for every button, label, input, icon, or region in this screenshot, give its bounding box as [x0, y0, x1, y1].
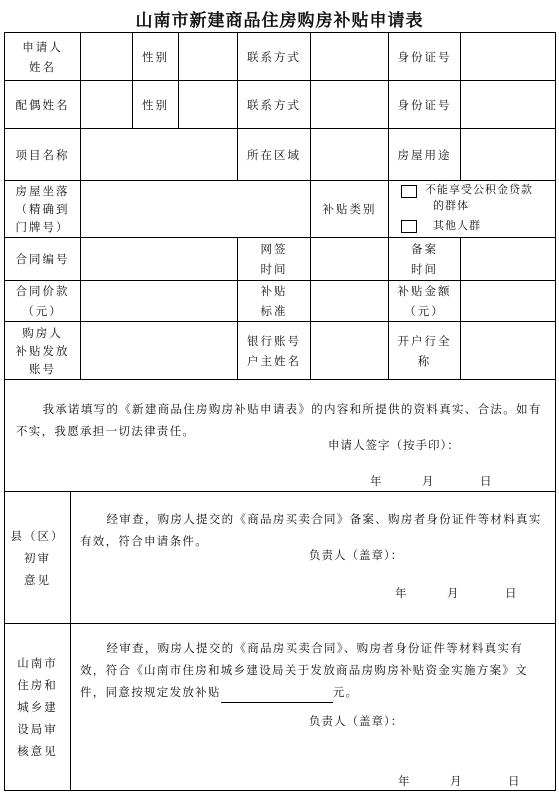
city-date: 年 月 日 [398, 774, 521, 788]
option2-label: 其他人群 [433, 219, 481, 232]
col-divider [460, 237, 461, 379]
col-divider [70, 491, 71, 791]
subsidy-type-label: 补贴类别 [322, 202, 377, 216]
spouse-id-label: 身份证号 [397, 97, 452, 112]
contract-number-label: 合同编号 [15, 252, 70, 266]
declaration-text: 我承诺填写的《新建商品住房购房补贴申请表》的内容和所提供的资料真实、合法。如有不实，我愿承担一切法律责任。 [16, 402, 542, 438]
subsidy-standard-label: 补贴 标准 [260, 284, 288, 318]
row-divider [4, 180, 556, 181]
district-label: 所在区域 [247, 147, 301, 162]
spouse-gender-label: 性别 [142, 97, 169, 112]
county-responsible-label: 负责人（盖章）： [309, 548, 404, 562]
col-divider [460, 128, 461, 180]
house-location-label: 房屋坐落 （精确到 门牌号） [15, 184, 70, 234]
bank-name-label: 开户行全 称 [397, 333, 452, 368]
applicant-gender-label: 性别 [142, 49, 169, 64]
col-divider [310, 32, 311, 128]
applicant-signature-label: 申请人签字（按手印）： [328, 438, 460, 452]
house-usage-label: 房屋用途 [397, 147, 452, 162]
spouse-phone-label: 联系方式 [247, 97, 301, 112]
county-review-text: 经审查，购房人提交的《商品房买卖合同》备案、购房者身份证件等材料真实有效，符合申请条件。 [80, 512, 542, 548]
subsidy-amount-blank[interactable] [221, 689, 333, 703]
declaration-date: 年 月 日 [370, 474, 493, 488]
col-divider [80, 180, 81, 237]
col-divider [310, 237, 311, 379]
form-title: 山南市新建商品住房购房补贴申请表 [135, 11, 424, 31]
row-divider [4, 379, 556, 380]
applicant-phone-label: 联系方式 [247, 49, 301, 64]
table-border-bottom [4, 790, 556, 791]
applicant-name-label: 申请人 姓名 [22, 39, 63, 74]
application-form-table [4, 32, 556, 791]
option2-checkbox[interactable] [401, 220, 417, 233]
option1-checkbox[interactable] [401, 185, 417, 198]
city-review-text: 经审查，购房人提交的《商品房买卖合同》、购房者身份证件等材料真实有效，符合《山南市住房和城乡建设局关于发放商品房购房补贴资金实施方案》文件，同意按规定发放补贴 元。 [80, 637, 546, 703]
row-divider [4, 491, 556, 492]
col-divider [178, 32, 179, 128]
row-divider [4, 623, 556, 624]
city-review-label: 山南市 住房和 城乡建 设局审 核意见 [17, 656, 58, 758]
payout-account-label: 购房人 补贴发放 账号 [15, 325, 70, 376]
table-border-right [555, 32, 556, 791]
applicant-id-label: 身份证号 [397, 49, 452, 64]
account-holder-label: 银行账号 户主姓名 [247, 333, 301, 368]
col-divider [460, 32, 461, 128]
project-name-label: 项目名称 [15, 147, 70, 162]
online-sign-time-label: 网签 时间 [260, 242, 288, 276]
option1-label: 不能享受公积金贷款 的群体 [425, 183, 533, 212]
record-time-label: 备案 时间 [411, 242, 438, 276]
county-date: 年 月 日 [395, 586, 518, 600]
subsidy-amount-label: 补贴金额 （元） [397, 284, 452, 318]
contract-price-label: 合同价款 （元） [15, 284, 70, 318]
col-divider [80, 237, 81, 379]
col-divider [80, 128, 81, 180]
county-review-label: 县（区） 初审 意见 [10, 528, 65, 587]
col-divider [310, 128, 311, 180]
col-divider [80, 32, 81, 128]
col-divider [388, 180, 389, 237]
city-responsible-label: 负责人（盖章）： [309, 714, 404, 728]
spouse-name-label: 配偶姓名 [15, 97, 70, 112]
